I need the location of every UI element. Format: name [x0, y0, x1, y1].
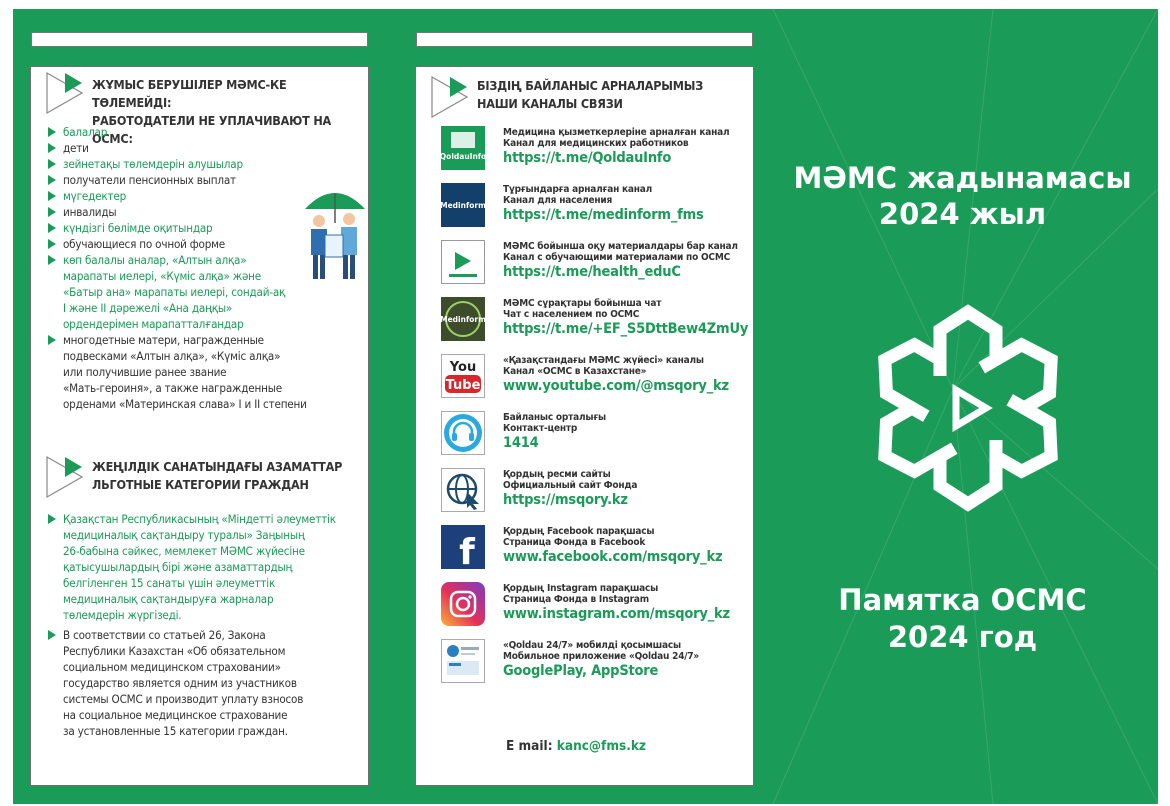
- channel-desc-kz: Қордың ресми сайты: [503, 469, 611, 480]
- bullet-triangle-icon: [48, 207, 56, 217]
- icon-label: Medinform: [441, 201, 485, 210]
- channel-link[interactable]: 1414: [503, 435, 539, 451]
- channel-desc-ru: Страница Фонда в Instagram: [503, 594, 649, 605]
- cover-title-ru-line1: Памятка ОСМС: [838, 583, 1087, 617]
- middle-top-bar: [416, 32, 753, 47]
- list-item-line: дети: [63, 141, 89, 155]
- cover-title-ru: [785, 582, 1140, 656]
- cover-title-kz: [785, 160, 1140, 232]
- email-label: E mail:: [506, 738, 553, 754]
- channel-text: [503, 183, 704, 224]
- list-item-line: социальном медицинском страховании»: [63, 660, 281, 674]
- channel-desc-kz: «Қазақстандағы МӘМС жүйесі» каналы: [503, 355, 704, 366]
- list-item-line: государство является одним из участников: [63, 676, 297, 690]
- headset-icon[interactable]: [441, 411, 485, 455]
- play-triangle-icon: [46, 71, 84, 115]
- list-item-line: төлемдерін жүргізеді.: [63, 608, 182, 622]
- cover-title-kz-line1: МӘМС жадынамасы: [793, 161, 1132, 195]
- channel-desc-kz: «Qoldau 24/7» мобилді қосымшасы: [503, 640, 681, 651]
- list-item-ru: [47, 140, 367, 156]
- channel-row: [441, 411, 751, 455]
- list-item-line: получатели пенсионных выплат: [63, 173, 236, 187]
- icon-label: You: [449, 360, 477, 375]
- preferential-list: [47, 511, 367, 739]
- bullet-triangle-icon: [48, 335, 56, 345]
- cover-title-kz-line2: 2024 жыл: [878, 197, 1047, 231]
- left-panel: [30, 66, 369, 786]
- channel-desc-kz: Қордың Instagram парақшасы: [503, 583, 659, 594]
- list-item-line: «Мать-героиня», а также награжденные: [63, 381, 282, 395]
- middle-panel: [415, 66, 754, 786]
- channel-text: [503, 297, 748, 338]
- list-item-line: 26-бабына сәйкес, мемлекет МӘМС жүйесіне: [63, 544, 305, 558]
- list-item-line: на социальное медицинское страхование: [63, 708, 288, 722]
- channel-link[interactable]: https://t.me/+EF_S5DttBew4ZmUy: [503, 321, 749, 337]
- channel-desc-kz: Қордың Facebook парақшасы: [503, 526, 655, 537]
- play-triangle-icon: [431, 75, 469, 119]
- channel-desc-kz: Тұрғындарға арналған канал: [503, 184, 653, 195]
- logo-play-triangle: [956, 390, 986, 426]
- medinform-icon[interactable]: [441, 183, 485, 227]
- list-item-line: күндізгі бөлімде оқитындар: [63, 221, 213, 235]
- bullet-triangle-icon: [48, 143, 56, 153]
- osms-hexagon-logo: [818, 258, 1118, 558]
- email-line: [506, 738, 646, 754]
- list-item-line: В соответствии со статьей 26, Закона: [63, 628, 266, 642]
- bullet-triangle-icon: [48, 514, 56, 524]
- play-triangle-icon: [46, 455, 84, 499]
- email-link[interactable]: kanc@fms.kz: [556, 738, 646, 754]
- channel-desc-ru: Канал с обучающими материалами по ОСМС: [503, 252, 730, 263]
- channel-text: [503, 411, 606, 452]
- icon-label-2: Tube: [445, 378, 481, 393]
- channel-text: [503, 639, 699, 680]
- list-item-line: балалар: [63, 125, 108, 139]
- channel-desc-ru: Мобильное приложение «Qoldau 24/7»: [503, 651, 700, 662]
- bullet-triangle-icon: [48, 239, 56, 249]
- left-heading2-kz: ЖЕҢІЛДІК САНАТЫНДАҒЫ АЗАМАТТАР: [92, 459, 343, 474]
- left-heading-kz: ЖҰМЫС БЕРУШІЛЕР МӘМС-КЕ ТӨЛЕМЕЙДІ:: [92, 77, 287, 110]
- channel-row: [441, 354, 751, 398]
- bullet-triangle-icon: [48, 159, 56, 169]
- channel-list: [441, 126, 751, 696]
- left-heading-2: [46, 455, 342, 499]
- list-item-line: медициналық сақтандыруға жарналар: [63, 592, 274, 606]
- list-item-line: қатысушылардың бірі және азаматтардың: [63, 560, 293, 574]
- channel-desc-ru: Официальный сайт Фонда: [503, 480, 638, 491]
- channel-link[interactable]: https://t.me/health_eduC: [503, 264, 681, 280]
- channel-desc-ru: Контакт-центр: [503, 423, 578, 434]
- list-item-line: зейнетақы төлемдерін алушылар: [63, 157, 243, 171]
- channel-row: [441, 525, 751, 569]
- umbrella-people-illustration: [299, 179, 369, 283]
- bullet-triangle-icon: [48, 191, 56, 201]
- channel-row: [441, 183, 751, 227]
- cover-title-ru-line2: 2024 год: [887, 620, 1038, 654]
- channel-text: [503, 468, 637, 509]
- channel-row: [441, 582, 751, 626]
- left-heading2-ru: ЛЬГОТНЫЕ КАТЕГОРИИ ГРАЖДАН: [92, 477, 309, 492]
- qoldauinfo-icon[interactable]: [441, 126, 485, 170]
- channel-link[interactable]: https://t.me/medinform_fms: [503, 207, 704, 223]
- qoldau-app-icon[interactable]: [441, 639, 485, 683]
- list-item-line: Республики Казахстан «Об обязательном: [63, 644, 286, 658]
- list-item-line: орденами «Материнская слава» I и II степени: [63, 397, 307, 411]
- list-item-kz: [47, 156, 367, 172]
- channels-heading: [431, 75, 703, 119]
- list-item-line: или получившие ранее звание: [63, 365, 227, 379]
- channel-desc-kz: Медицина қызметкерлеріне арналған канал: [503, 127, 730, 138]
- channel-desc-kz: МӘМС бойынша оқу материалдары бар канал: [503, 241, 738, 252]
- list-item-line: инвалиды: [63, 205, 117, 219]
- list-item-kz: [47, 511, 367, 623]
- health-edu-icon[interactable]: [441, 240, 485, 284]
- list-item-line: медициналық сақтандыру туралы» Заңының: [63, 528, 305, 542]
- medinform-chat-icon[interactable]: [441, 297, 485, 341]
- icon-label: f: [459, 532, 475, 569]
- channel-row: [441, 126, 751, 170]
- list-item-line: белгіленген 15 санаты үшін әлеуметтік: [63, 576, 276, 590]
- globe-icon[interactable]: [441, 468, 485, 512]
- list-item-line: Қазақстан Республикасының «Міндетті әлеуметтік: [63, 512, 336, 526]
- youtube-icon[interactable]: [441, 354, 485, 398]
- icon-label: QoldauInfo: [441, 152, 485, 161]
- bullet-triangle-icon: [48, 255, 56, 265]
- channel-row: [441, 639, 751, 683]
- channel-desc-ru: Чат с населением по ОСМС: [503, 309, 640, 320]
- list-item-line: ордендерімен марапатталғандар: [63, 317, 244, 331]
- list-item-line: за установленные 15 категории граждан.: [63, 724, 288, 738]
- channel-text: [503, 354, 729, 395]
- bullet-triangle-icon: [48, 630, 56, 640]
- channel-link[interactable]: www.facebook.com/msqory_kz: [503, 549, 723, 565]
- channel-desc-ru: Канал для населения: [503, 195, 613, 206]
- list-item-kz: [47, 124, 367, 140]
- channel-row: [441, 468, 751, 512]
- channel-row: [441, 240, 751, 284]
- list-item-ru: [47, 332, 367, 412]
- channel-desc-ru: Канал для медицинских работников: [503, 138, 689, 149]
- channel-link[interactable]: www.youtube.com/@msqory_kz: [503, 378, 729, 394]
- bullet-triangle-icon: [48, 175, 56, 185]
- channel-text: [503, 126, 729, 167]
- icon-label: Medinform: [441, 315, 485, 324]
- channel-desc-ru: Канал «ОСМС в Казахстане»: [503, 366, 647, 377]
- left-top-bar: [31, 32, 368, 47]
- channels-heading-kz: БІЗДІҢ БАЙЛАНЫС АРНАЛАРЫМЫЗ: [477, 78, 703, 93]
- bullet-triangle-icon: [48, 127, 56, 137]
- list-item-line: марапаты иелері, «Күміс алқа» және: [63, 269, 262, 283]
- channels-heading-ru: НАШИ КАНАЛЫ СВЯЗИ: [477, 96, 623, 111]
- list-item-line: «Батыр ана» марапаты иелері, сондай-ақ: [63, 285, 286, 299]
- left-heading-ru: РАБОТОДАТЕЛИ НЕ УПЛАЧИВАЮТ НА ОСМС:: [92, 113, 332, 146]
- list-item-line: көп балалы аналар, «Алтын алқа»: [63, 253, 247, 267]
- list-item-ru: [47, 627, 367, 739]
- channel-row: [441, 297, 751, 341]
- list-item-line: I және II дәрежелі «Ана даңқы»: [63, 301, 233, 315]
- channel-desc-kz: Байланыс орталығы: [503, 412, 606, 423]
- list-item-line: системы ОСМС и производит уплату взносов: [63, 692, 304, 706]
- list-item-line: мүгедектер: [63, 189, 126, 203]
- list-item-line: подвесками «Алтын алқа», «Күміс алқа»: [63, 349, 281, 363]
- channel-desc-kz: МӘМС сұрақтары бойынша чат: [503, 298, 662, 309]
- channel-link[interactable]: www.instagram.com/msqory_kz: [503, 606, 730, 622]
- channel-text: [503, 582, 730, 623]
- channel-text: [503, 525, 722, 566]
- list-item-line: обучающиеся по очной форме: [63, 237, 226, 251]
- bullet-triangle-icon: [48, 223, 56, 233]
- instagram-icon[interactable]: [441, 582, 485, 626]
- channel-link[interactable]: https://msqory.kz: [503, 492, 628, 508]
- channel-desc-ru: Страница Фонда в Facebook: [503, 537, 646, 548]
- channel-link[interactable]: GooglePlay, AppStore: [503, 663, 659, 679]
- facebook-icon[interactable]: [441, 525, 485, 569]
- channel-link[interactable]: https://t.me/QoldauInfo: [503, 150, 672, 166]
- list-item-line: многодетные матери, награжденные: [63, 333, 264, 347]
- channel-text: [503, 240, 738, 281]
